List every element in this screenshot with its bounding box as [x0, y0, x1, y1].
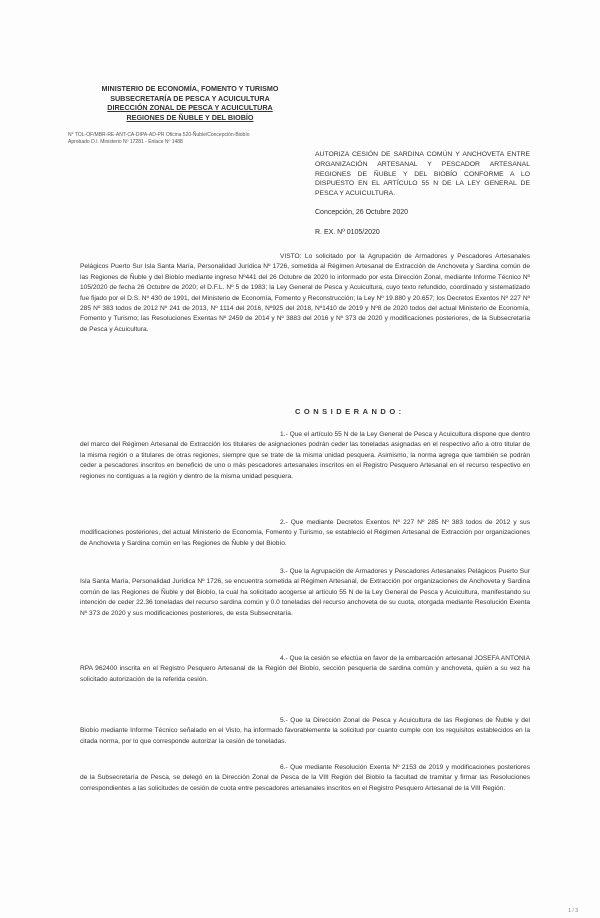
considerando-heading: CONSIDERANDO: — [295, 407, 405, 416]
considerando-3-text: 3.- Que la Agrupación de Armadores y Pescadores Artesanales Pelágicos Puerto Sur Isla Santa María, Personalidad Jurídica Nº 1726, se encuentra sometida al Régimen Artesanal, de Extracción por organizaciones de Anchoveta y Sardina común de las Regiones de Ñuble y del Biobío, la cual ha solicitado acogerse al artículo 55 N de la Ley General de Pesca y Acuicultura, manifestando su intención de ceder 22.36 toneladas del recurso sardina común y 0.0 toneladas del recurso anchoveta de su cuota, otorgada mediante Resolución Exenta Nº 373 de 2020 y sus modificaciones posteriores, de esta Subsecretaría. — [80, 568, 530, 617]
resolution-title: AUTORIZA CESIÓN DE SARDINA COMÚN Y ANCHOVETA ENTRE ORGANIZACIÓN ARTESANAL Y PESCADOR ARTESANAL REGIONES DE ÑUBLE Y DEL BIOBÍO CONFORME A LO DISPUESTO EN EL ARTÍCULO 55 N DE LA LEY GENERAL DE PESCA Y ACUICULTURA. — [315, 151, 530, 198]
resolution-number: R. EX. Nº 0105/2020 — [315, 229, 380, 236]
header-address-line-1: N° TOL-OF/MBR-RE-ANT-CA-DIPA-AD-PR Oficina 520-Ñuble/Concepción-Biobío — [68, 132, 250, 138]
considerando-2 — [80, 518, 530, 549]
considerando-4 — [80, 654, 530, 685]
considerando-5 — [80, 716, 530, 747]
visto-text: VISTO: Lo solicitado por la Agrupación de Armadores y Pescadores Artesanales Pelágicos Puerto Sur Isla Santa María, Personalidad Jurídica Nº 1726, sometida al Régimen Artesanal de Extracción de Anchoveta y Sardina común de las Regiones de Ñuble y del Biobío mediante ingreso Nº441 del 26 Octubre de 2020 lo informado por esta Dirección Zonal, mediante Informe Técnico Nº 105/2020 de fecha 26 Octubre de 2020; el D.F.L. Nº 5 de 1983; la Ley General de Pesca y Acuicultura, cuyo texto refundido, coordinado y sistematizado fue fijado por el D.S. Nº 430 de 1991, del Ministerio de Economía, Fomento y Reconstrucción; la Ley Nº 19.880 y 20.657; los Decretos Exentos Nº 227 Nº 285 Nº 383 todos de 2012 Nº 241 de 2013, Nº 1114 del 2016, Nº925 del 2018, Nº1410 de 2019 y Nº8 de 2020 todos del actual Ministerio de Economía, Fomento y Turismo; las Resoluciones Exentas Nº 2459 de 2014 y Nº 3883 del 2016 y Nº 373 de 2020 y modificaciones posteriores, de la Subsecretaría de Pesca y Acuicultura. — [80, 253, 530, 333]
header-address — [68, 132, 304, 145]
considerando-6-text: 6.- Que mediante Resolución Exenta Nº 2153 de 2019 y modificaciones posteriores de la Subsecretaría de Pesca, se delegó en la Dirección Zonal de Pesca de la VIII Región del Biobío la facultad de tramitar y firmar las Resoluciones correspondientes a las solicitudes de cesión de cuota entre pescadores artesanales inscritos en el Registro Pesquero Artesanal de la VIII Región. — [80, 764, 530, 792]
considerando-2-text: 2.- Que mediante Decretos Exentos Nº 227 Nº 285 Nº 383 todos de 2012 y sus modificaciones posteriores, del actual Ministerio de Economía, Fomento y Turismo, se estableció el Régimen Artesanal de Extracción por organizaciones de Anchoveta y Sardina común en las Regiones de Ñuble y del Biobío. — [80, 519, 530, 547]
header-line-direccion: DIRECCIÓN ZONAL DE PESCA Y ACUICULTURA — [107, 103, 273, 112]
visto-paragraph — [80, 252, 530, 335]
considerando-4-text: 4.- Que la cesión se efectúa en favor de la embarcación artesanal JOSEFA ANTONIA RPA 962400 inscrita en el Registro Pesquero Artesanal de la Región del Biobío, sección pesquería de sardina común y anchoveta, quien a su vez ha solicitado autorización de la referida cesión. — [80, 655, 530, 683]
place-date: Concepción, 26 Octubre 2020 — [315, 209, 409, 216]
considerando-3 — [80, 567, 530, 619]
page-footer-mark: 1 / 3 — [568, 908, 578, 914]
considerando-5-text: 5.- Que la Dirección Zonal de Pesca y Acuicultura de las Regiones de Ñuble y del Biobío mediante Informe Técnico señalado en el Visto, ha informado favorablemente la solicitud por cuanto cumple con los requisitos establecidos en la citada norma, por lo que corresponde autorizar la cesión de toneladas. — [80, 717, 530, 745]
header-address-line-2: Aprobado D.I. Ministerio Nº 17281 - Enlace Nº 1488 — [68, 138, 183, 145]
scan-artifact: . — [12, 0, 14, 5]
header-line-regiones: REGIONES DE ÑUBLE Y DEL BIOBÍO — [126, 112, 254, 122]
considerando-1 — [80, 430, 530, 482]
ministry-header — [80, 84, 300, 122]
header-line-ministry: MINISTERIO DE ECONOMÍA, FOMENTO Y TURISMO — [101, 84, 279, 93]
considerando-1-text: 1.- Que el artículo 55 N de la Ley General de Pesca y Acuicultura dispone que dentro del marco del Régimen Artesanal de Extracción los titulares de asignaciones podrán ceder las toneladas asignadas en el respectivo año a otro titular de la misma región o a titulares de otras regiones, siempre que se trate de la misma unidad pesquera. Asimismo, la norma agrega que también se podrán ceder a pescadores inscritos en beneficio de uno o más pescadores artesanales inscritos en el Registro Pesquero Artesanal en el recurso respectivo en regiones no contiguas a la región y dentro de la misma unidad pesquera. — [80, 431, 530, 480]
header-line-subsecretaria: SUBSECRETARÍA DE PESCA Y ACUICULTURA — [110, 93, 270, 103]
considerando-6 — [80, 763, 530, 794]
